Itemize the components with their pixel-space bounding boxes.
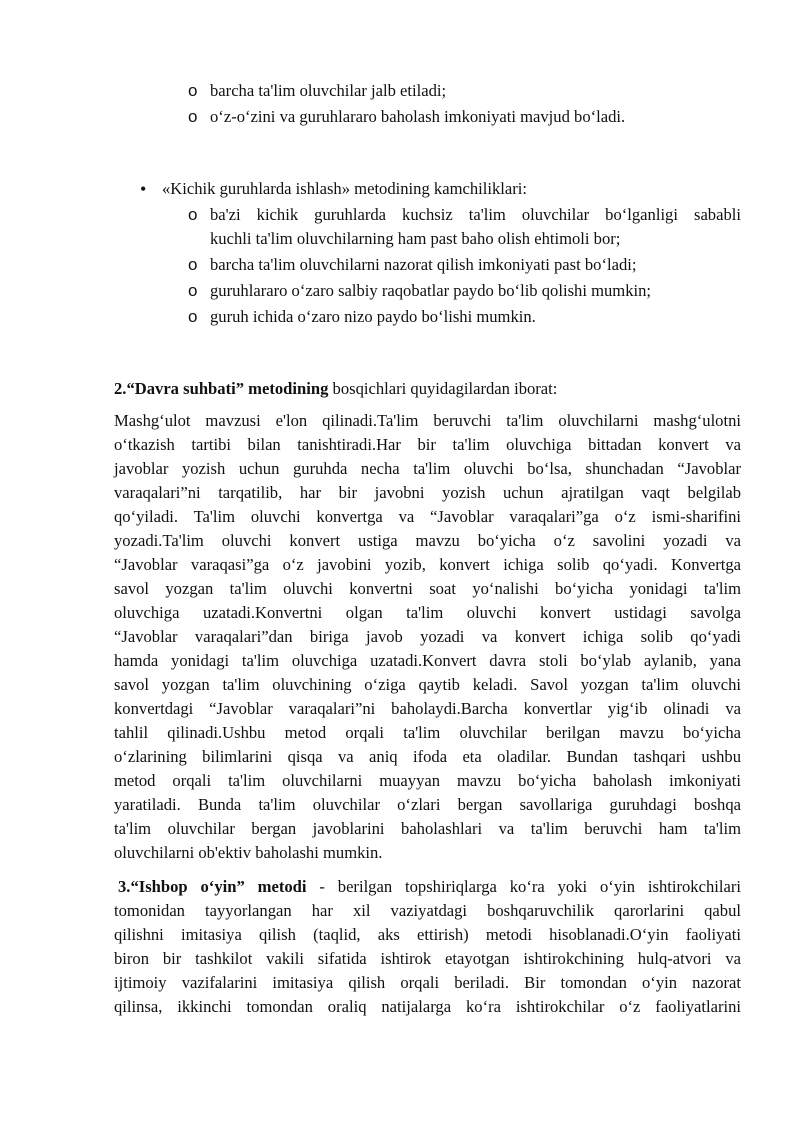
sub-bullet-marker: o (188, 107, 198, 126)
paragraph-line: biron bir tashkilot vakili sifatida ishtirok etayotgan ishtirokchining hulq-atvori va (114, 949, 741, 968)
paragraph-line: qo‘yiladi. Ta'lim oluvchi konvertga va “Javoblar varaqalari”ga o‘z ismi-sharifini (114, 507, 741, 526)
section-heading-ishbop (118, 876, 741, 898)
sub-bullet-marker: o (188, 255, 198, 274)
paragraph-line: “Javoblar varaqasi”ga o‘z javobini yozib, konvert ichiga solib qo‘yadi. Konvertga (114, 555, 741, 574)
list-item: o‘z-o‘zini va guruhlararo baholash imkoniyati mavjud bo‘ladi. (210, 107, 626, 126)
paragraph-line: oluvchiga uzatadi.Konvertni olgan ta'lim oluvchi konvert ustidagi savolga (114, 603, 741, 622)
paragraph-line: o‘tkazish tartibi bilan tanishtiradi.Har bir ta'lim oluvchiga bittadan konvert va (114, 435, 741, 454)
paragraph-line: oluvchilarni ob'ektiv baholashi mumkin. (114, 843, 383, 862)
paragraph-line: qilinsa, ikkinchi tomondan oraliq natijalarga ko‘ra ishtirokchilar o‘z faoliyatlarini (114, 997, 741, 1016)
paragraph-line: metod orqali ta'lim oluvchilarni muayyan mavzu bo‘yicha baholash imkoniyati (114, 771, 741, 790)
paragraph-line: varaqalari”ni tarqatilib, har bir javobni yozish uchun ajratilgan vaqt belgilab (114, 483, 741, 502)
paragraph-line: yozadi.Ta'lim oluvchi konvert ustiga mavzu bo‘yicha o‘z savolini yozadi va (114, 531, 741, 550)
sub-bullet-marker: o (188, 307, 198, 326)
paragraph-line: yaratiladi. Bunda ta'lim oluvchilar o‘zlari bergan savollariga guruhdagi boshqa (114, 795, 741, 814)
bullet-heading: «Kichik guruhlarda ishlash» metodining kamchiliklari: (162, 179, 527, 198)
paragraph-line: Mashg‘ulot mavzusi e'lon qilinadi.Ta'lim beruvchi ta'lim oluvchilarni mashg‘ulotni (114, 411, 741, 430)
paragraph-line: tomonidan tayyorlangan har xil vaziyatdagi boshqaruvchilik qarorlarini qabul (114, 901, 741, 920)
list-item: barcha ta'lim oluvchilarni nazorat qilish imkoniyati past bo‘ladi; (210, 255, 637, 274)
sub-bullet-marker: o (188, 281, 198, 300)
paragraph-line: savol yozgan ta'lim oluvchi konvertni soat yo‘nalishi bo‘yicha yonidagi ta'lim (114, 579, 741, 598)
paragraph-line: tahlil qilinadi.Ushbu metod orqali ta'lim oluvchilar berilgan mavzu bo‘yicha (114, 723, 741, 742)
section-heading-davra (114, 378, 557, 400)
paragraph-line: ijtimoiy vazifalarini imitasiya qilish orqali beriladi. Bir tomondan o‘yin nazorat (114, 973, 741, 992)
list-item-continuation: kuchli ta'lim oluvchilarning ham past baho olish ehtimoli bor; (210, 229, 621, 248)
section-heading-rest: bosqichlari quyidagilardan iborat: (328, 379, 558, 398)
paragraph-line: savol yozgan ta'lim oluvchining o‘ziga qaytib keladi. Savol yozgan ta'lim oluvchi (114, 675, 741, 694)
list-item: ba'zi kichik guruhlarda kuchsiz ta'lim oluvchilar bo‘lganligi sababli (210, 205, 741, 224)
section-heading-bold: 2.“Davra suhbati” metodining (114, 379, 329, 398)
sub-bullet-marker: o (188, 205, 198, 224)
paragraph-line: hamda yonidagi ta'lim oluvchiga uzatadi.Konvert davra stoli bo‘ylab aylanib, yana (114, 651, 741, 670)
paragraph-line: javoblar yozish uchun guruhda necha ta'lim oluvchi bo‘lsa, shunchadan “Javoblar (114, 459, 741, 478)
paragraph-line: qilishni imitasiya qilish (taqlid, aks ettirish) metodi hisoblanadi.O‘yin faoliyati (114, 925, 741, 944)
section-heading-bold: 3.“Ishbop o‘yin” metodi (118, 877, 307, 896)
paragraph-line: ta'lim oluvchilar bergan javoblarini baholashlari va ta'lim beruvchi ham ta'lim (114, 819, 741, 838)
paragraph-line: “Javoblar varaqalari”dan biriga javob yozadi va konvert ichiga solib qo‘yadi (114, 627, 741, 646)
bullet-marker: • (140, 179, 147, 199)
list-item: guruhlararo o‘zaro salbiy raqobatlar paydo bo‘lib qolishi mumkin; (210, 281, 652, 300)
paragraph-line: konvertdagi “Javoblar varaqalari”ni baholaydi.Barcha konvertlar yig‘ib olinadi va (114, 699, 741, 718)
section-heading-rest: - berilgan topshiriqlarga ko‘ra yoki o‘yin ishtirokchilari (306, 877, 741, 896)
sub-bullet-marker: o (188, 81, 198, 100)
paragraph-line: o‘zlarining bilimlarini qisqa va aniq ifoda eta oladilar. Bundan tashqari ushbu (114, 747, 741, 766)
list-item: barcha ta'lim oluvchilar jalb etiladi; (210, 81, 447, 100)
list-item: guruh ichida o‘zaro nizo paydo bo‘lishi mumkin. (210, 307, 536, 326)
